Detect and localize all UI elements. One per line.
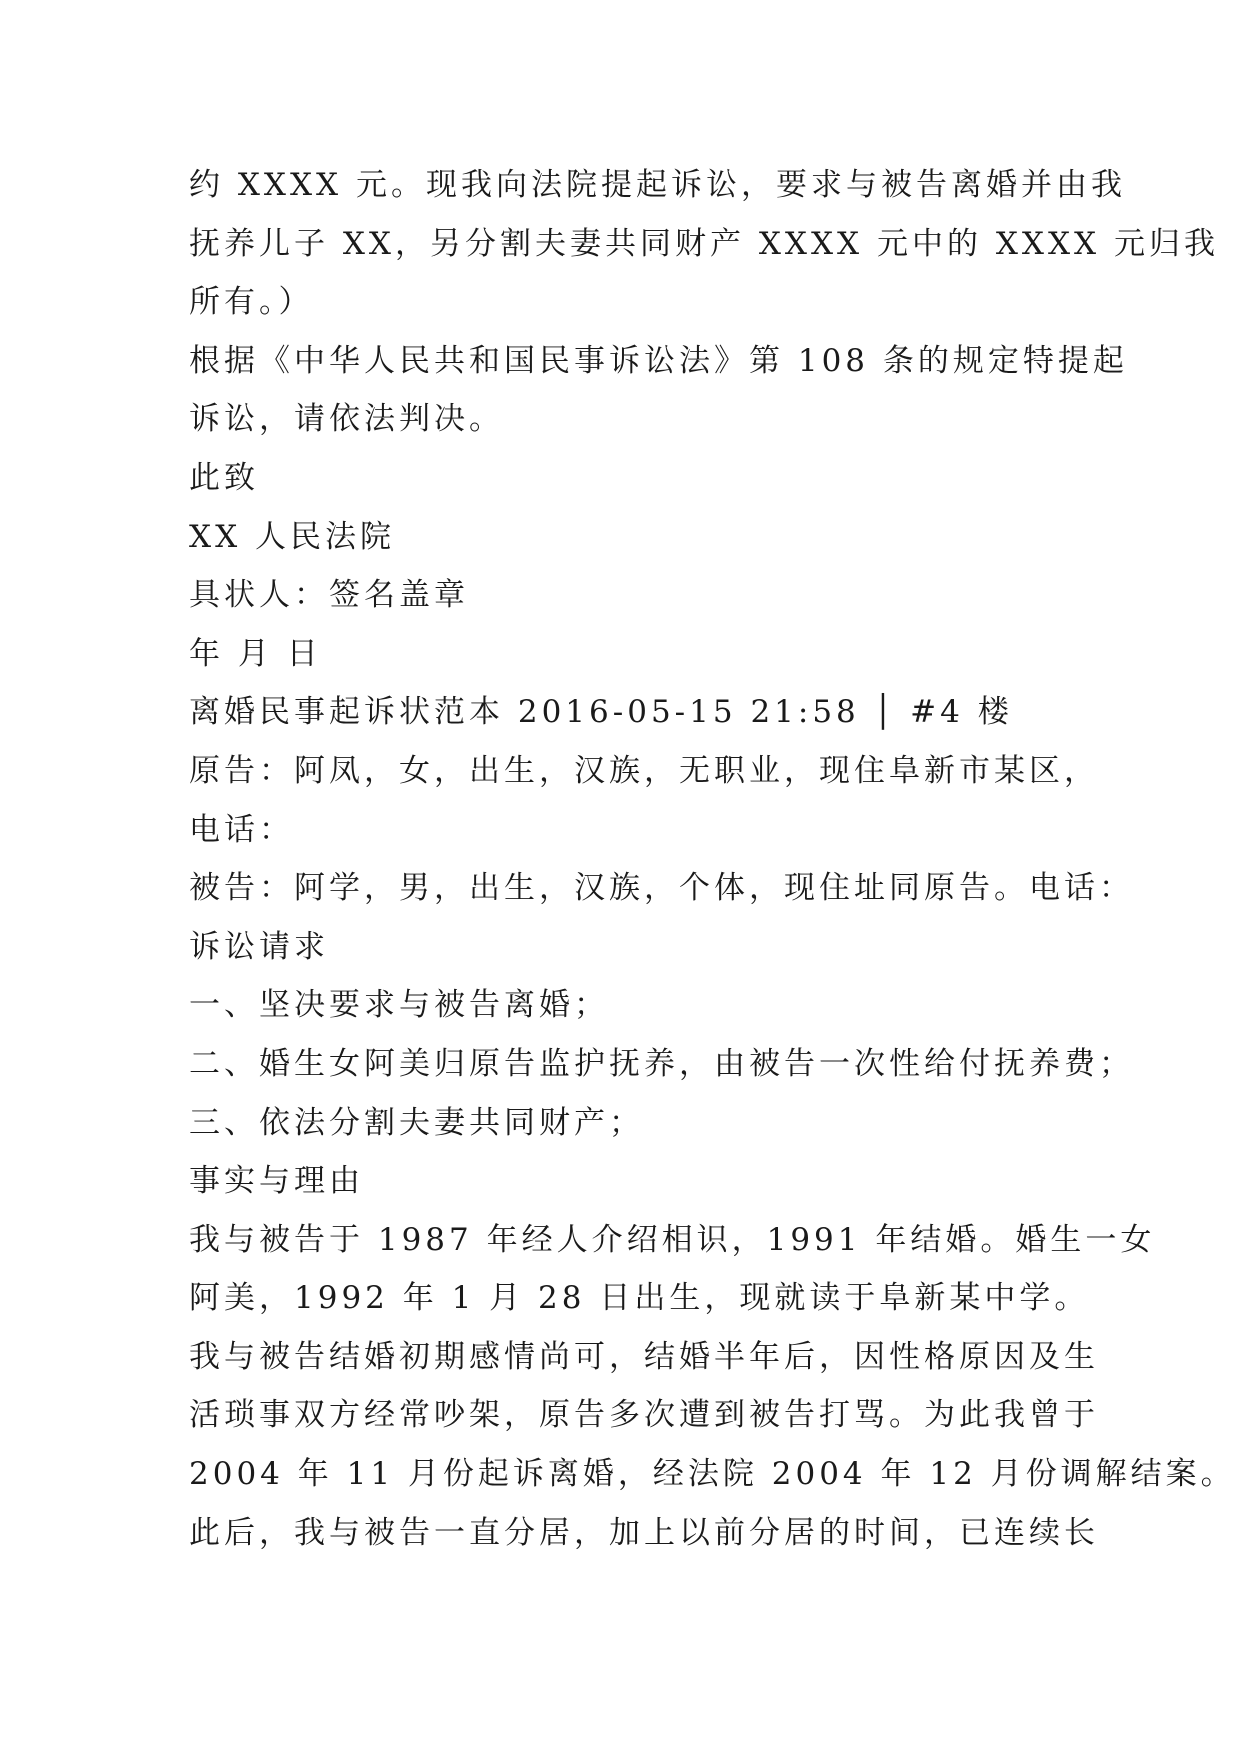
text-line: 抚养儿子 XX，另分割夫妻共同财产 XXXX 元中的 XXXX 元归我	[189, 225, 1219, 262]
claim-item: 一、坚决要求与被告离婚；	[189, 987, 609, 1024]
plaintiff-phone: 电话：	[189, 811, 294, 848]
defendant-info: 被告：阿学，男，出生，汉族，个体，现住址同原告。电话：	[189, 870, 1134, 907]
court-name: XX 人民法院	[189, 518, 395, 555]
text-line: 阿美，1992 年 1 月 28 日出生，现就读于阜新某中学。	[189, 1280, 1090, 1317]
section-heading-facts: 事实与理由	[189, 1163, 364, 1200]
text-line: 约 XXXX 元。现我向法院提起诉讼，要求与被告离婚并由我	[189, 167, 1126, 203]
date-line: 年 月 日	[189, 635, 322, 672]
plaintiff-info: 原告：阿凤，女，出生，汉族，无职业，现住阜新市某区，	[189, 752, 1099, 789]
post-header: 离婚民事起诉状范本 2016-05-15 21:58 │ #4 楼	[189, 694, 1013, 731]
text-line: 此后，我与被告一直分居，加上以前分居的时间，已连续长	[189, 1514, 1099, 1551]
text-line: 诉讼，请依法判决。	[189, 401, 504, 438]
section-heading-claims: 诉讼请求	[189, 928, 329, 965]
signature-line: 具状人：签名盖章	[189, 577, 469, 614]
text-line: 活琐事双方经常吵架，原告多次遭到被告打骂。为此我曾于	[189, 1397, 1099, 1434]
claim-item: 三、依法分割夫妻共同财产；	[189, 1104, 644, 1141]
text-line: 所有。）	[189, 284, 314, 321]
document-body	[189, 156, 1236, 1562]
text-line: 我与被告于 1987 年经人介绍相识，1991 年结婚。婚生一女	[189, 1221, 1156, 1258]
claim-item: 二、婚生女阿美归原告监护抚养，由被告一次性给付抚养费；	[189, 1045, 1134, 1082]
text-line: 我与被告结婚初期感情尚可，结婚半年后，因性格原因及生	[189, 1338, 1099, 1375]
text-line: 根据《中华人民共和国民事诉讼法》第 108 条的规定特提起	[189, 342, 1128, 379]
text-line: 2004 年 11 月份起诉离婚，经法院 2004 年 12 月份调解结案。	[189, 1456, 1236, 1493]
closing-salutation: 此致	[189, 459, 259, 496]
